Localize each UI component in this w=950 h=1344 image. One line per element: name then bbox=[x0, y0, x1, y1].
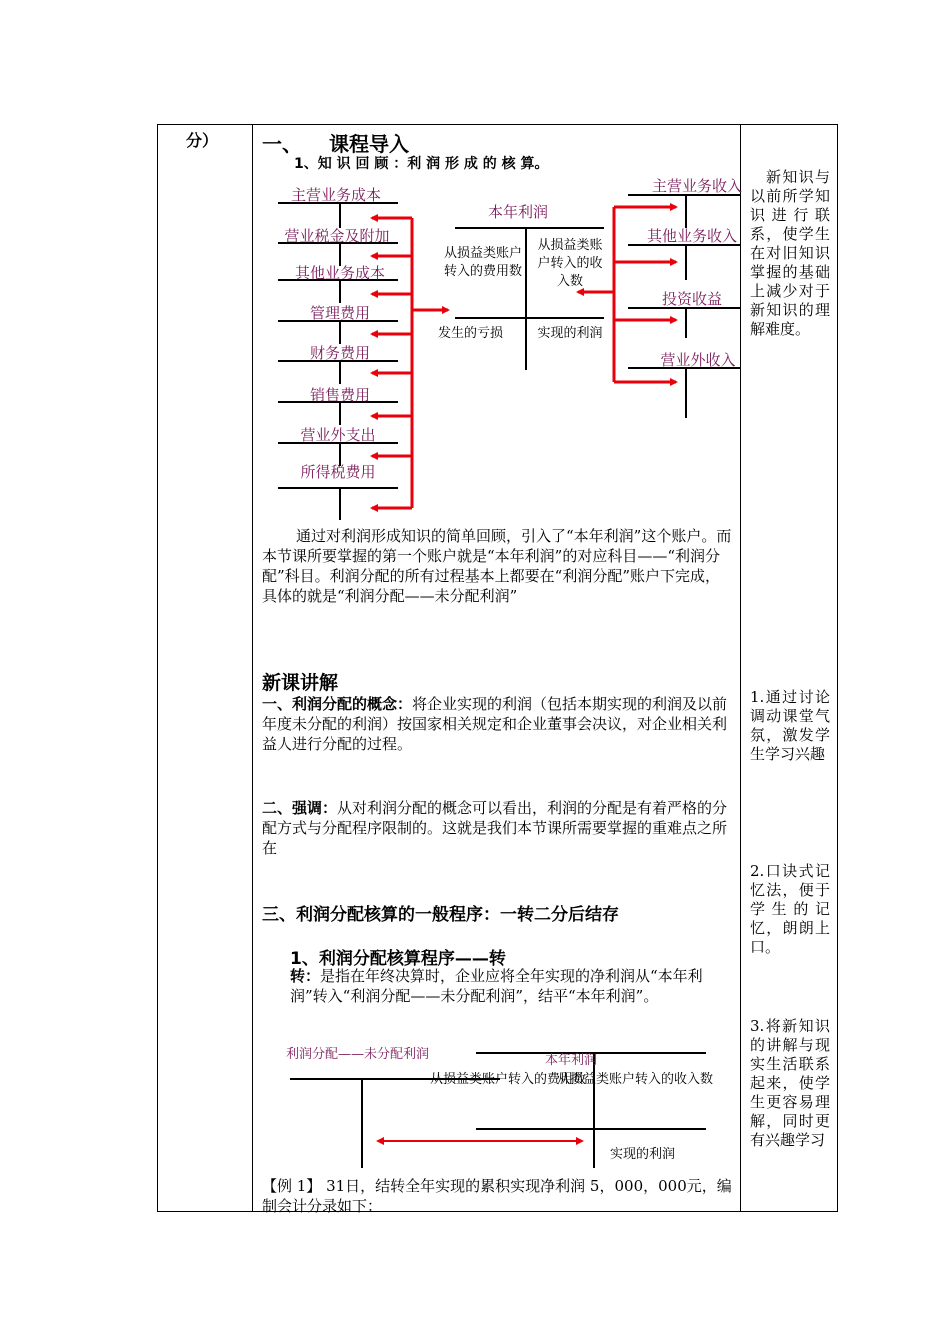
account-sales-expense: 销售费用 bbox=[310, 386, 371, 404]
section-subheading: 1、知 识 回 顾 ：利 润 形 成 的 核 算。 bbox=[294, 156, 549, 172]
step1-paragraph bbox=[290, 966, 732, 1006]
table-border-right bbox=[837, 124, 838, 1212]
left-column-label: 分） bbox=[186, 131, 219, 150]
account-main-business-cost: 主营业务成本 bbox=[290, 186, 381, 204]
account-non-operating-income: 营业外收入 bbox=[660, 351, 736, 369]
center-account-title: 本年利润 bbox=[487, 203, 548, 221]
account-other-business-income: 其他业务收入 bbox=[646, 227, 737, 245]
transfer-expense-label: 从损益类账户转入的费用数 bbox=[430, 1072, 587, 1087]
concept-text: 将企业实现的利润（包括本期实现的利润及以前年度未分配的利润）按国家相关规定和企业董事会决议，对企业相关利益人进行分配的过程。 bbox=[262, 695, 728, 753]
emphasis-label: 二、强调： bbox=[262, 799, 338, 817]
center-right-bottom: 实现的利润 bbox=[537, 326, 603, 341]
step1-label: 转： bbox=[290, 967, 321, 985]
account-main-business-income: 主营业务收入 bbox=[651, 177, 742, 195]
step1-text: 是指在年终决算时，企业应将全年实现的净利润从“本年利润”转入“利润分配——未分配利润”，结平“本年利润”。 bbox=[290, 967, 703, 1005]
emphasis-text: 从对利润分配的概念可以看出，利润的分配是有着严格的分配方式与分配程序限制的。这就是我们本节课所需要掌握的重难点之所在 bbox=[262, 799, 728, 857]
distribution-account-title: 利润分配——未分配利润 bbox=[286, 1047, 430, 1062]
table-border-top bbox=[157, 124, 838, 125]
section-number: 一、 bbox=[262, 132, 302, 156]
center-right-top: 从损益类账户转入的收入数 bbox=[537, 238, 603, 289]
table-border-left bbox=[157, 124, 158, 1212]
example-paragraph bbox=[262, 1176, 732, 1216]
section-heading: 课程导入 bbox=[329, 132, 409, 156]
account-management-expense: 管理费用 bbox=[310, 304, 371, 322]
current-profit-title: 本年利润 bbox=[545, 1053, 598, 1068]
concept-paragraph bbox=[262, 694, 732, 754]
concept-label: 一、利润分配的概念： bbox=[262, 695, 413, 713]
account-business-tax: 营业税金及附加 bbox=[284, 227, 390, 245]
account-other-business-cost: 其他业务成本 bbox=[294, 264, 385, 282]
table-divider-2 bbox=[740, 124, 741, 1212]
intro-paragraph: 通过对利润形成知识的简单回顾，引入了“本年利润”这个账户。而本节课所要掌握的第一个账户就是“本年利润”的对应科目——“利润分配”科目。利润分配的所有过程基本上都要在“利润分配”账户下完成，具体的就是“利润分配——未分配利润” bbox=[262, 527, 732, 605]
example-text: 31日，结转全年实现的累积实现净利润 5，000，000元，编制会计分录如下： bbox=[262, 1177, 732, 1215]
account-investment-income: 投资收益 bbox=[661, 290, 722, 308]
realized-profit-label: 实现的利润 bbox=[610, 1147, 676, 1162]
side-note-3: 2.口诀式记忆法，便于学生的记忆，朗朗上口。 bbox=[750, 862, 830, 956]
side-note-2: 1.通过讨论调动课堂气氛，激发学生学习兴趣 bbox=[750, 688, 830, 763]
transfer-income-label: 从损益类账户转入的收入数 bbox=[557, 1072, 714, 1087]
emphasis-paragraph bbox=[262, 798, 732, 858]
account-finance-expense: 财务费用 bbox=[310, 344, 371, 362]
side-note-1: 新知识与以前所学知识进行联系，使学生在对旧知识掌握的基础上减少对于新知识的理解难度。 bbox=[750, 168, 830, 338]
account-income-tax-expense: 所得税费用 bbox=[300, 463, 376, 481]
center-left-bottom: 发生的亏损 bbox=[438, 326, 504, 341]
center-left-top: 从损益类账户转入的费用数 bbox=[443, 246, 522, 279]
procedure-heading: 三、利润分配核算的一般程序：一转二分后结存 bbox=[262, 905, 619, 925]
step1-heading: 1、利润分配核算程序——转 bbox=[290, 949, 506, 969]
example-label: 【例 1】 bbox=[262, 1177, 322, 1195]
new-lesson-title: 新课讲解 bbox=[262, 672, 339, 694]
side-note-4: 3.将新知识的讲解与现实生活联系起来，使学生更容易理解，同时更有兴趣学习 bbox=[750, 1017, 830, 1149]
account-non-operating-expense: 营业外支出 bbox=[300, 426, 376, 444]
